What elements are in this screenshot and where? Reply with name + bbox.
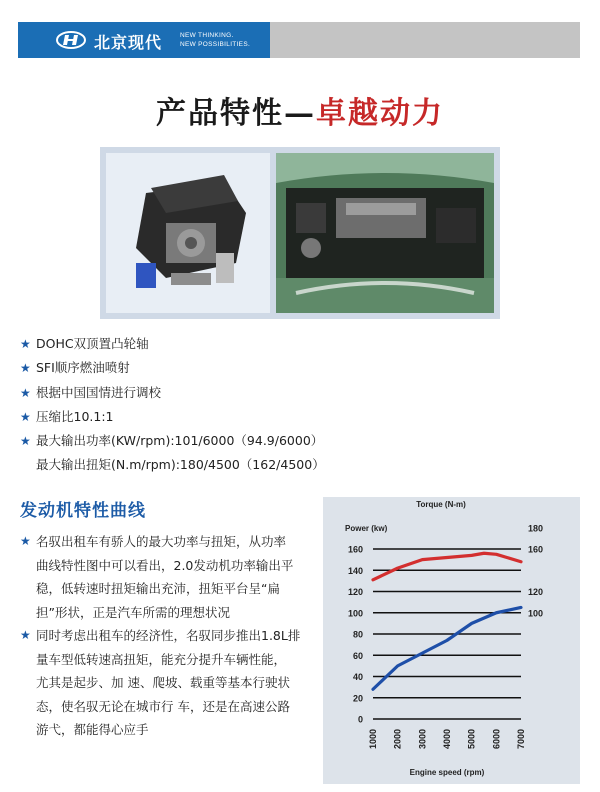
chart-xlabel: Engine speed (rpm) bbox=[409, 768, 485, 777]
paragraph-line bbox=[20, 601, 320, 625]
paragraph-text: 尤其是起步、加 速、爬坡、载重等基本行驶状 bbox=[36, 675, 290, 690]
spec-list bbox=[20, 332, 580, 478]
header-brand-area bbox=[18, 22, 270, 58]
engine-bay-photo bbox=[276, 153, 494, 313]
brand-slogan bbox=[180, 31, 250, 49]
chart-x-tick-label: 4000 bbox=[442, 729, 452, 750]
chart-title: Torque (N-m) bbox=[416, 500, 466, 509]
spec-text: 最大输出功率(KW/rpm):101/6000（94.9/6000） bbox=[36, 433, 324, 449]
paragraph-text: 稳，低转速时扭矩输出充沛，扭矩平台呈“扁 bbox=[36, 581, 280, 596]
paragraph-line bbox=[20, 718, 320, 742]
paragraph-text: 名驭出租车有骄人的最大功率与扭矩，从功率 bbox=[36, 534, 287, 549]
paragraph-power bbox=[20, 530, 320, 624]
engine-block-photo bbox=[106, 153, 270, 313]
header-band bbox=[18, 22, 580, 58]
chart-y-tick-label: 60 bbox=[352, 650, 363, 661]
engine-block-illustration bbox=[106, 153, 270, 313]
paragraph-text: 同时考虑出租车的经济性，名驭同步推出1.8L排 bbox=[36, 628, 301, 643]
brand-name: 北京现代 bbox=[94, 33, 163, 52]
chart-x-tick-label: 3000 bbox=[417, 729, 428, 750]
chart-y-tick-label: 80 bbox=[352, 629, 363, 640]
spec-text: 压缩比10.1:1 bbox=[36, 408, 114, 424]
chart-y-tick-label: 120 bbox=[347, 587, 363, 597]
spec-item bbox=[20, 453, 580, 477]
chart-x-tick-label: 7000 bbox=[516, 729, 526, 750]
spec-item bbox=[20, 405, 580, 429]
chart-x-tick-label: 5000 bbox=[466, 729, 477, 750]
header-grey-bar bbox=[270, 22, 580, 58]
spec-text: 最大输出扭矩(N.m/rpm):180/4500（162/4500） bbox=[36, 457, 325, 473]
paragraph-text: 游弋，都能得心应手 bbox=[36, 722, 149, 737]
slogan-line-1: NEW THINKING. bbox=[180, 32, 234, 39]
spec-text: SFI顺序燃油喷射 bbox=[36, 360, 130, 376]
chart-x-tick-label: 2000 bbox=[392, 729, 403, 750]
engine-bay-illustration bbox=[276, 153, 494, 313]
paragraph-line bbox=[20, 624, 320, 648]
star-bullet-icon: ★ bbox=[20, 385, 31, 400]
spec-text: 根据中国国情进行调校 bbox=[36, 384, 162, 400]
chart-y-tick-label: 40 bbox=[352, 672, 363, 682]
paragraph-line bbox=[20, 530, 320, 554]
spec-text: DOHC双顶置凸轮轴 bbox=[36, 336, 149, 351]
page-title-part1: 产品特性— bbox=[156, 96, 316, 131]
hyundai-logo-icon bbox=[56, 31, 86, 49]
chart-y-tick-label: 100 bbox=[347, 608, 363, 619]
slogan-line-2: NEW POSSIBILITIES. bbox=[180, 41, 251, 48]
chart-y-tick-label: 140 bbox=[347, 565, 363, 576]
chart-y-right-tick-label: 160 bbox=[528, 544, 544, 555]
star-bullet-icon: ★ bbox=[20, 434, 31, 449]
paragraph-text: 担”形状，正是汽车所需的理想状况 bbox=[36, 604, 230, 620]
page-title-part2: 卓越动力 bbox=[316, 96, 444, 131]
engine-photos bbox=[100, 147, 500, 319]
chart-y-right-tick-label: 120 bbox=[528, 587, 544, 597]
chart-x-tick-label: 6000 bbox=[491, 729, 502, 750]
paragraph-line bbox=[20, 648, 320, 672]
engine-curve-chart-svg bbox=[323, 497, 580, 784]
spec-item bbox=[20, 356, 580, 380]
chart-y-right-tick-label: 180 bbox=[528, 523, 544, 534]
star-bullet-icon: ★ bbox=[20, 628, 31, 642]
paragraph-text: 态，使名驭无论在城市行 车，还是在高速公路 bbox=[36, 698, 290, 714]
star-bullet-icon: ★ bbox=[20, 361, 31, 376]
chart-y-right-tick-label: 100 bbox=[528, 608, 544, 619]
paragraph-line bbox=[20, 671, 320, 695]
chart-ylabel: Power (kw) bbox=[345, 524, 388, 533]
spec-item bbox=[20, 429, 580, 453]
engine-curve-chart bbox=[323, 497, 580, 784]
page-title bbox=[0, 88, 600, 132]
star-bullet-icon: ★ bbox=[20, 534, 31, 548]
star-bullet-icon: ★ bbox=[20, 409, 31, 424]
paragraph-economy bbox=[20, 624, 320, 742]
paragraph-line bbox=[20, 554, 320, 578]
paragraph-text: 曲线特性图中可以看出，2.0发动机功率输出平 bbox=[36, 557, 294, 573]
chart-y-tick-label: 0 bbox=[357, 714, 363, 725]
paragraph-line bbox=[20, 695, 320, 719]
star-bullet-icon: ★ bbox=[20, 337, 31, 351]
spec-item bbox=[20, 332, 580, 356]
chart-y-tick-label: 20 bbox=[352, 693, 363, 704]
paragraph-line bbox=[20, 577, 320, 601]
chart-x-tick-label: 1000 bbox=[368, 729, 378, 750]
section-title: 发动机特性曲线 bbox=[20, 501, 146, 521]
paragraph-text: 量车型低转速高扭矩，能充分提升车辆性能， bbox=[36, 651, 287, 667]
chart-y-tick-label: 160 bbox=[347, 544, 363, 555]
spec-item bbox=[20, 381, 580, 405]
